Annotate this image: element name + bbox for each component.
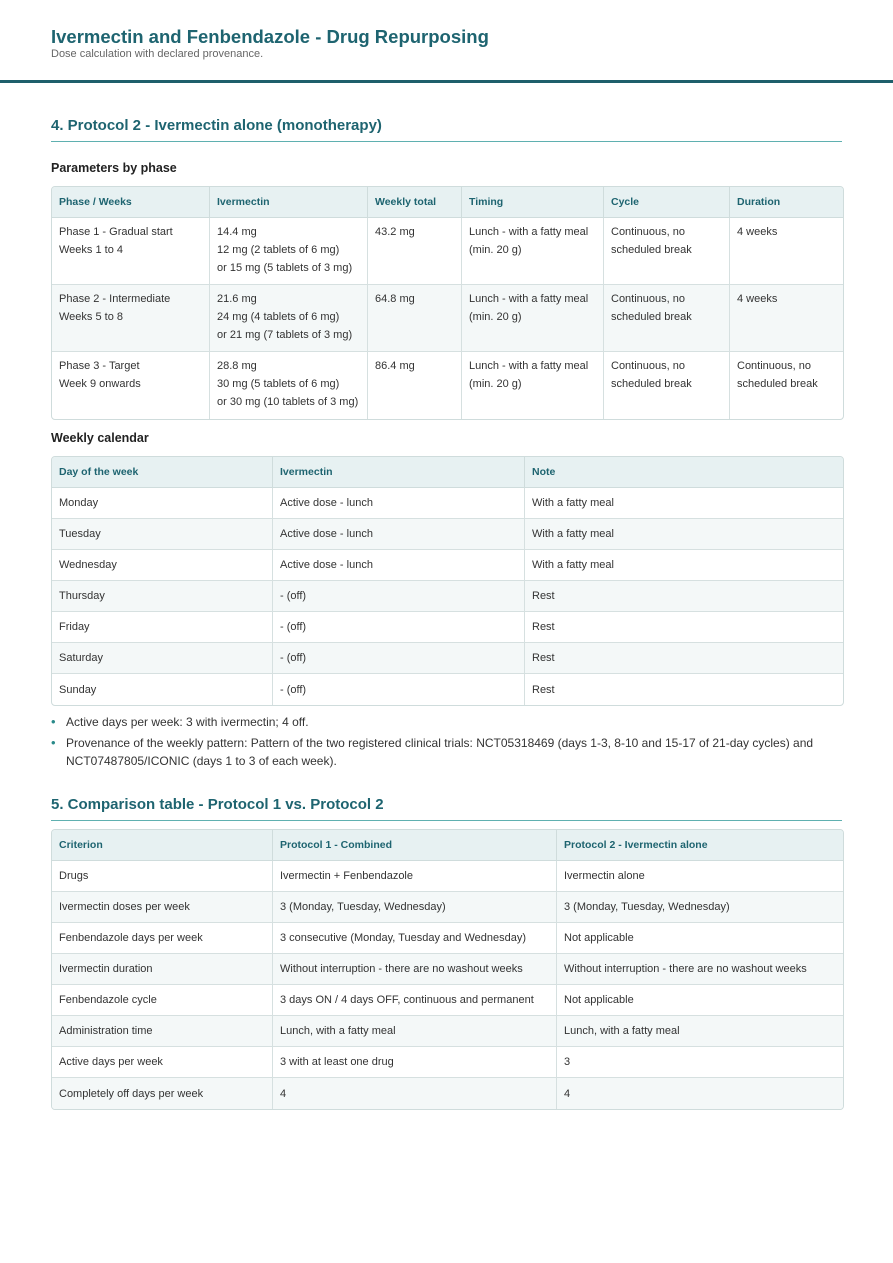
phases-table xyxy=(51,186,844,420)
criterion-cell: Active days per week xyxy=(52,1047,273,1078)
weekly-total-cell: 43.2 mg xyxy=(368,218,462,285)
calendar-header-note: Note xyxy=(525,457,843,488)
phases-header-duration: Duration xyxy=(730,187,843,218)
day-cell: Sunday xyxy=(52,674,273,705)
cycle-cell: Continuous, no scheduled break xyxy=(604,218,730,285)
duration-cell: 4 weeks xyxy=(730,285,843,352)
cycle-cell: Continuous, no scheduled break xyxy=(604,285,730,352)
phases-header-weekly-total: Weekly total xyxy=(368,187,462,218)
note-cell: With a fatty meal xyxy=(525,519,843,550)
day-cell: Thursday xyxy=(52,581,273,612)
criterion-cell: Completely off days per week xyxy=(52,1078,273,1109)
weekly-total-cell: 64.8 mg xyxy=(368,285,462,352)
day-cell: Wednesday xyxy=(52,550,273,581)
phases-header-cycle: Cycle xyxy=(604,187,730,218)
comparison-row xyxy=(52,985,843,1016)
phase-row xyxy=(52,285,843,352)
dose-cell: - (off) xyxy=(273,643,525,674)
day-cell: Saturday xyxy=(52,643,273,674)
protocol-2-cell: 3 xyxy=(557,1047,843,1078)
comparison-row xyxy=(52,1047,843,1078)
section-4-title: 4. Protocol 2 - Ivermectin alone (monotherapy) xyxy=(51,117,842,142)
calendar-row xyxy=(52,674,843,705)
document-subtitle: Dose calculation with declared provenance. xyxy=(51,48,264,60)
weekly-total-cell: 86.4 mg xyxy=(368,352,462,419)
dose-cell: Active dose - lunch xyxy=(273,488,525,519)
document-title: Ivermectin and Fenbendazole - Drug Repurposing xyxy=(51,26,489,47)
criterion-cell: Drugs xyxy=(52,861,273,892)
protocol-1-cell: Lunch, with a fatty meal xyxy=(273,1016,557,1047)
calendar-row xyxy=(52,519,843,550)
calendar-row xyxy=(52,643,843,674)
protocol-1-cell: Ivermectin + Fenbendazole xyxy=(273,861,557,892)
protocol-2-cell: Without interruption - there are no washout weeks xyxy=(557,954,843,985)
calendar-header-day: Day of the week xyxy=(52,457,273,488)
protocol-2-cell: Lunch, with a fatty meal xyxy=(557,1016,843,1047)
calendar-row xyxy=(52,488,843,519)
bullet-item: • Provenance of the weekly pattern: Pattern of the two registered clinical trials: NCT05318469 (days 1-3, 8-10 and 15-17 of 21-day cycles) and NCT07487805/ICONIC (days 1 to 3 of each week). xyxy=(51,734,846,770)
ivermectin-cell: 28.8 mg 30 mg (5 tablets of 6 mg) or 30 mg (10 tablets of 3 mg) xyxy=(210,352,368,419)
comparison-header-criterion: Criterion xyxy=(52,830,273,861)
note-cell: With a fatty meal xyxy=(525,550,843,581)
document-header xyxy=(0,0,893,83)
timing-cell: Lunch - with a fatty meal (min. 20 g) xyxy=(462,285,604,352)
dose-cell: - (off) xyxy=(273,581,525,612)
day-cell: Tuesday xyxy=(52,519,273,550)
phases-header-timing: Timing xyxy=(462,187,604,218)
phases-subtitle: Parameters by phase xyxy=(51,161,177,175)
protocol-2-cell: Ivermectin alone xyxy=(557,861,843,892)
phase-cell: Phase 1 - Gradual start Weeks 1 to 4 xyxy=(52,218,210,285)
note-cell: With a fatty meal xyxy=(525,488,843,519)
criterion-cell: Administration time xyxy=(52,1016,273,1047)
protocol-1-cell: 3 with at least one drug xyxy=(273,1047,557,1078)
note-cell: Rest xyxy=(525,581,843,612)
phase-cell: Phase 2 - Intermediate Weeks 5 to 8 xyxy=(52,285,210,352)
criterion-cell: Ivermectin duration xyxy=(52,954,273,985)
comparison-row xyxy=(52,861,843,892)
protocol-1-cell: 3 days ON / 4 days OFF, continuous and permanent xyxy=(273,985,557,1016)
phases-header-phase: Phase / Weeks xyxy=(52,187,210,218)
protocol-1-cell: Without interruption - there are no washout weeks xyxy=(273,954,557,985)
calendar-header-ivermectin: Ivermectin xyxy=(273,457,525,488)
day-cell: Friday xyxy=(52,612,273,643)
ivermectin-cell: 21.6 mg 24 mg (4 tablets of 6 mg) or 21 mg (7 tablets of 3 mg) xyxy=(210,285,368,352)
cycle-cell: Continuous, no scheduled break xyxy=(604,352,730,419)
phase-cell: Phase 3 - Target Week 9 onwards xyxy=(52,352,210,419)
protocol-2-cell: 3 (Monday, Tuesday, Wednesday) xyxy=(557,892,843,923)
bullet-item: • Active days per week: 3 with ivermectin; 4 off. xyxy=(51,713,846,731)
calendar-row xyxy=(52,581,843,612)
comparison-row xyxy=(52,1078,843,1109)
comparison-row xyxy=(52,892,843,923)
dose-cell: - (off) xyxy=(273,612,525,643)
calendar-row xyxy=(52,550,843,581)
duration-cell: Continuous, no scheduled break xyxy=(737,360,818,390)
notes-bullet-list xyxy=(51,713,846,773)
timing-cell: Lunch - with a fatty meal (min. 20 g) xyxy=(462,352,604,419)
calendar-row xyxy=(52,612,843,643)
criterion-cell: Ivermectin doses per week xyxy=(52,892,273,923)
dose-cell: Active dose - lunch xyxy=(273,550,525,581)
ivermectin-cell: 14.4 mg 12 mg (2 tablets of 6 mg) or 15 mg (5 tablets of 3 mg) xyxy=(210,218,368,285)
phase-row xyxy=(52,218,843,285)
phases-header-ivermectin: Ivermectin xyxy=(210,187,368,218)
duration-cell: 4 weeks xyxy=(730,218,843,285)
section-5-title: 5. Comparison table - Protocol 1 vs. Protocol 2 xyxy=(51,796,842,821)
protocol-1-cell: 3 (Monday, Tuesday, Wednesday) xyxy=(273,892,557,923)
protocol-2-cell: 4 xyxy=(557,1078,843,1109)
dose-cell: - (off) xyxy=(273,674,525,705)
comparison-row xyxy=(52,923,843,954)
protocol-1-cell: 4 xyxy=(273,1078,557,1109)
timing-cell: Lunch - with a fatty meal (min. 20 g) xyxy=(462,218,604,285)
criterion-cell: Fenbendazole cycle xyxy=(52,985,273,1016)
comparison-header-protocol-2: Protocol 2 - Ivermectin alone xyxy=(557,830,843,861)
comparison-header-protocol-1: Protocol 1 - Combined xyxy=(273,830,557,861)
comparison-row xyxy=(52,1016,843,1047)
note-cell: Rest xyxy=(532,683,555,696)
note-cell: Rest xyxy=(525,612,843,643)
dose-cell: Active dose - lunch xyxy=(273,519,525,550)
phase-row xyxy=(52,352,843,419)
calendar-subtitle: Weekly calendar xyxy=(51,431,149,445)
comparison-row xyxy=(52,954,843,985)
day-cell: Monday xyxy=(52,488,273,519)
comparison-table xyxy=(51,829,844,1110)
protocol-2-cell: Not applicable xyxy=(557,985,843,1016)
protocol-2-cell: Not applicable xyxy=(557,923,843,954)
protocol-1-cell: 3 consecutive (Monday, Tuesday and Wednesday) xyxy=(273,923,557,954)
weekly-calendar-table xyxy=(51,456,844,706)
note-cell: Rest xyxy=(525,643,843,674)
criterion-cell: Fenbendazole days per week xyxy=(52,923,273,954)
